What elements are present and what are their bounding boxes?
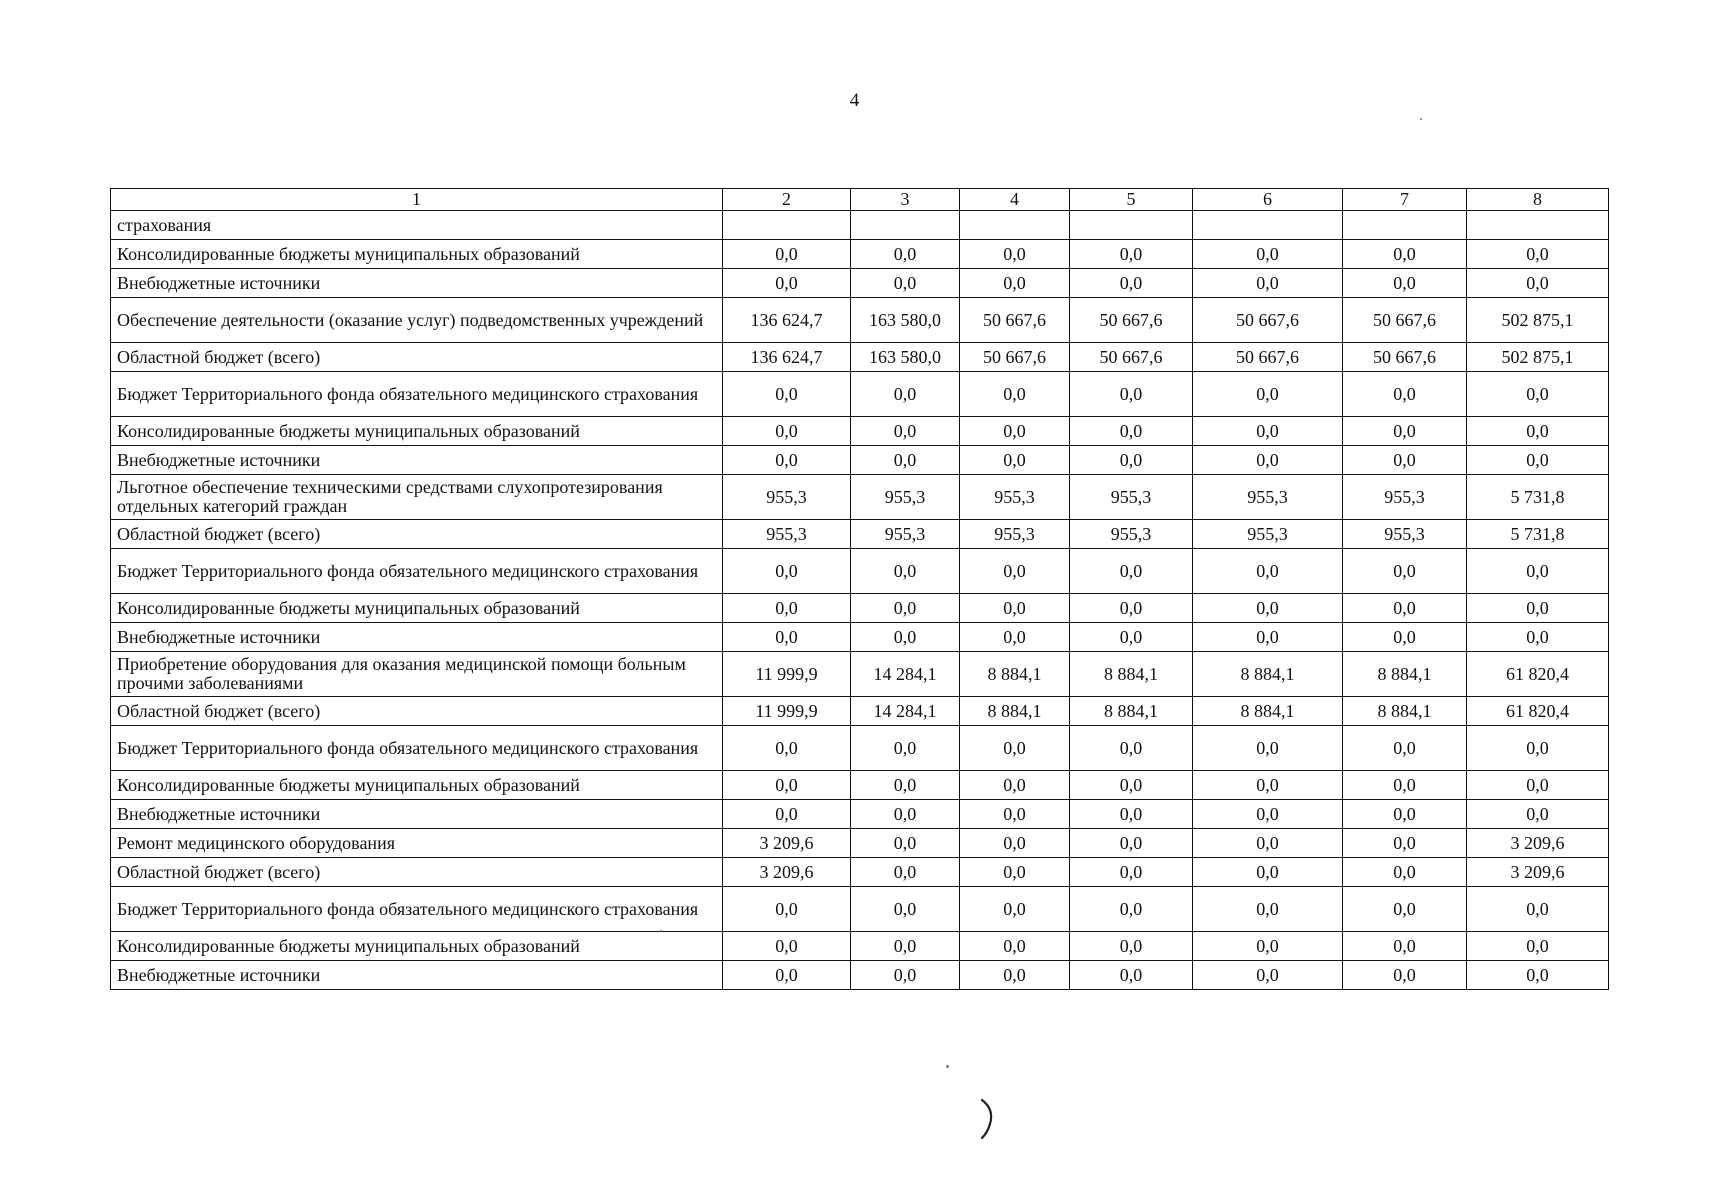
value-cell-col-5: 8 884,1 [1070, 652, 1193, 697]
table-row [111, 475, 1609, 520]
value-cell-col-4: 0,0 [960, 961, 1070, 990]
value-cell-col-2: 11 999,9 [723, 652, 851, 697]
value-cell-col-5: 0,0 [1070, 269, 1193, 298]
value-cell-col-4: 0,0 [960, 726, 1070, 771]
value-cell-col-6: 0,0 [1193, 887, 1343, 932]
value-cell-col-5: 0,0 [1070, 240, 1193, 269]
value-cell-col-6: 0,0 [1193, 549, 1343, 594]
value-cell-col-8: 0,0 [1467, 961, 1609, 990]
table-row [111, 549, 1609, 594]
value-cell-col-4: 0,0 [960, 240, 1070, 269]
table-row [111, 372, 1609, 417]
row-label: Областной бюджет (всего) [111, 858, 723, 887]
table-row [111, 771, 1609, 800]
value-cell-col-3: 0,0 [851, 417, 960, 446]
value-cell-col-4: 0,0 [960, 446, 1070, 475]
budget-table [110, 188, 1609, 990]
value-cell-col-8: 0,0 [1467, 887, 1609, 932]
value-cell-col-7: 0,0 [1343, 961, 1467, 990]
table-row [111, 697, 1609, 726]
column-number-row [111, 189, 1609, 211]
value-cell-col-7: 0,0 [1343, 549, 1467, 594]
value-cell-col-2: 0,0 [723, 961, 851, 990]
row-label: Областной бюджет (всего) [111, 520, 723, 549]
value-cell-col-3: 0,0 [851, 549, 960, 594]
value-cell-col-4: 0,0 [960, 829, 1070, 858]
value-cell-col-6: 0,0 [1193, 858, 1343, 887]
value-cell-col-3 [851, 211, 960, 240]
value-cell-col-4: 0,0 [960, 887, 1070, 932]
value-cell-col-6: 0,0 [1193, 932, 1343, 961]
value-cell-col-5: 955,3 [1070, 475, 1193, 520]
value-cell-col-6: 0,0 [1193, 417, 1343, 446]
value-cell-col-6: 955,3 [1193, 520, 1343, 549]
row-label: Консолидированные бюджеты муниципальных образований [111, 771, 723, 800]
value-cell-col-2: 0,0 [723, 549, 851, 594]
value-cell-col-7: 0,0 [1343, 771, 1467, 800]
value-cell-col-7: 955,3 [1343, 475, 1467, 520]
value-cell-col-7: 0,0 [1343, 829, 1467, 858]
value-cell-col-5: 0,0 [1070, 549, 1193, 594]
table-row [111, 520, 1609, 549]
value-cell-col-5: 0,0 [1070, 800, 1193, 829]
row-label: страхования [111, 211, 723, 240]
value-cell-col-8: 0,0 [1467, 800, 1609, 829]
value-cell-col-4: 955,3 [960, 475, 1070, 520]
value-cell-col-7: 0,0 [1343, 269, 1467, 298]
value-cell-col-3: 0,0 [851, 269, 960, 298]
value-cell-col-3: 0,0 [851, 446, 960, 475]
value-cell-col-2 [723, 211, 851, 240]
value-cell-col-3: 14 284,1 [851, 697, 960, 726]
value-cell-col-4: 0,0 [960, 549, 1070, 594]
value-cell-col-2: 0,0 [723, 623, 851, 652]
page-number: 4 [849, 90, 860, 111]
value-cell-col-3: 0,0 [851, 726, 960, 771]
value-cell-col-2: 136 624,7 [723, 343, 851, 372]
value-cell-col-5: 0,0 [1070, 417, 1193, 446]
value-cell-col-6: 0,0 [1193, 623, 1343, 652]
row-label: Консолидированные бюджеты муниципальных образований [111, 594, 723, 623]
value-cell-col-3: 955,3 [851, 475, 960, 520]
value-cell-col-8: 502 875,1 [1467, 343, 1609, 372]
value-cell-col-5: 0,0 [1070, 858, 1193, 887]
column-header-4: 4 [960, 189, 1070, 211]
value-cell-col-8: 3 209,6 [1467, 858, 1609, 887]
table-row [111, 829, 1609, 858]
value-cell-col-7: 0,0 [1343, 594, 1467, 623]
table-row [111, 269, 1609, 298]
column-header-1: 1 [111, 189, 723, 211]
value-cell-col-8 [1467, 211, 1609, 240]
column-header-5: 5 [1070, 189, 1193, 211]
value-cell-col-3: 0,0 [851, 887, 960, 932]
value-cell-col-5: 50 667,6 [1070, 298, 1193, 343]
value-cell-col-7: 50 667,6 [1343, 343, 1467, 372]
value-cell-col-6: 0,0 [1193, 829, 1343, 858]
value-cell-col-8: 0,0 [1467, 726, 1609, 771]
value-cell-col-4: 0,0 [960, 800, 1070, 829]
value-cell-col-6: 0,0 [1193, 594, 1343, 623]
value-cell-col-5: 0,0 [1070, 372, 1193, 417]
scan-speck [946, 1065, 949, 1068]
value-cell-col-4: 50 667,6 [960, 298, 1070, 343]
value-cell-col-7: 0,0 [1343, 372, 1467, 417]
value-cell-col-7: 0,0 [1343, 858, 1467, 887]
table-row [111, 343, 1609, 372]
value-cell-col-4: 0,0 [960, 858, 1070, 887]
table-row [111, 417, 1609, 446]
value-cell-col-7 [1343, 211, 1467, 240]
row-label: Бюджет Территориального фонда обязательного медицинского страхования [111, 372, 723, 417]
value-cell-col-4: 50 667,6 [960, 343, 1070, 372]
value-cell-col-2: 955,3 [723, 520, 851, 549]
value-cell-col-5: 0,0 [1070, 887, 1193, 932]
value-cell-col-3: 0,0 [851, 961, 960, 990]
value-cell-col-3: 955,3 [851, 520, 960, 549]
value-cell-col-5: 0,0 [1070, 771, 1193, 800]
row-label: Бюджет Территориального фонда обязательного медицинского страхования [111, 887, 723, 932]
table-row [111, 623, 1609, 652]
value-cell-col-4 [960, 211, 1070, 240]
value-cell-col-4: 8 884,1 [960, 652, 1070, 697]
row-label: Обеспечение деятельности (оказание услуг) подведомственных учреждений [111, 298, 723, 343]
handwritten-mark [978, 1098, 998, 1140]
value-cell-col-8: 5 731,8 [1467, 520, 1609, 549]
row-label: Внебюджетные источники [111, 446, 723, 475]
value-cell-col-2: 0,0 [723, 417, 851, 446]
value-cell-col-2: 0,0 [723, 372, 851, 417]
table-row [111, 932, 1609, 961]
row-label: Внебюджетные источники [111, 961, 723, 990]
value-cell-col-6: 955,3 [1193, 475, 1343, 520]
value-cell-col-2: 0,0 [723, 771, 851, 800]
value-cell-col-3: 0,0 [851, 858, 960, 887]
table-row [111, 211, 1609, 240]
value-cell-col-3: 0,0 [851, 771, 960, 800]
value-cell-col-7: 0,0 [1343, 240, 1467, 269]
value-cell-col-2: 0,0 [723, 446, 851, 475]
table-row [111, 800, 1609, 829]
value-cell-col-2: 0,0 [723, 269, 851, 298]
value-cell-col-7: 50 667,6 [1343, 298, 1467, 343]
value-cell-col-6: 0,0 [1193, 269, 1343, 298]
value-cell-col-8: 0,0 [1467, 771, 1609, 800]
column-header-3: 3 [851, 189, 960, 211]
table-row [111, 298, 1609, 343]
value-cell-col-8: 61 820,4 [1467, 652, 1609, 697]
value-cell-col-3: 0,0 [851, 623, 960, 652]
value-cell-col-4: 8 884,1 [960, 697, 1070, 726]
value-cell-col-2: 3 209,6 [723, 858, 851, 887]
value-cell-col-8: 0,0 [1467, 594, 1609, 623]
scan-speck [660, 930, 662, 932]
table-row [111, 652, 1609, 697]
table-row [111, 961, 1609, 990]
value-cell-col-6: 0,0 [1193, 372, 1343, 417]
value-cell-col-4: 0,0 [960, 372, 1070, 417]
value-cell-col-2: 0,0 [723, 726, 851, 771]
budget-table-body [111, 189, 1609, 990]
value-cell-col-3: 0,0 [851, 800, 960, 829]
value-cell-col-6: 0,0 [1193, 726, 1343, 771]
row-label: Консолидированные бюджеты муниципальных образований [111, 417, 723, 446]
table-row [111, 594, 1609, 623]
value-cell-col-8: 0,0 [1467, 240, 1609, 269]
value-cell-col-6: 0,0 [1193, 800, 1343, 829]
value-cell-col-5: 0,0 [1070, 932, 1193, 961]
value-cell-col-5: 0,0 [1070, 623, 1193, 652]
value-cell-col-3: 0,0 [851, 829, 960, 858]
value-cell-col-7: 0,0 [1343, 800, 1467, 829]
value-cell-col-7: 8 884,1 [1343, 697, 1467, 726]
row-label: Приобретение оборудования для оказания медицинской помощи больным прочими заболеваниями [111, 652, 723, 697]
value-cell-col-7: 0,0 [1343, 417, 1467, 446]
column-header-6: 6 [1193, 189, 1343, 211]
value-cell-col-6: 0,0 [1193, 961, 1343, 990]
value-cell-col-7: 0,0 [1343, 726, 1467, 771]
value-cell-col-6: 8 884,1 [1193, 697, 1343, 726]
value-cell-col-8: 61 820,4 [1467, 697, 1609, 726]
value-cell-col-3: 14 284,1 [851, 652, 960, 697]
value-cell-col-4: 0,0 [960, 623, 1070, 652]
value-cell-col-2: 0,0 [723, 594, 851, 623]
value-cell-col-3: 0,0 [851, 594, 960, 623]
value-cell-col-8: 3 209,6 [1467, 829, 1609, 858]
value-cell-col-2: 955,3 [723, 475, 851, 520]
value-cell-col-5: 8 884,1 [1070, 697, 1193, 726]
value-cell-col-7: 0,0 [1343, 623, 1467, 652]
value-cell-col-8: 0,0 [1467, 269, 1609, 298]
value-cell-col-2: 11 999,9 [723, 697, 851, 726]
column-header-2: 2 [723, 189, 851, 211]
value-cell-col-5: 0,0 [1070, 594, 1193, 623]
row-label: Консолидированные бюджеты муниципальных образований [111, 240, 723, 269]
value-cell-col-8: 0,0 [1467, 932, 1609, 961]
value-cell-col-4: 0,0 [960, 269, 1070, 298]
row-label: Внебюджетные источники [111, 623, 723, 652]
value-cell-col-2: 3 209,6 [723, 829, 851, 858]
value-cell-col-5: 50 667,6 [1070, 343, 1193, 372]
value-cell-col-6: 50 667,6 [1193, 343, 1343, 372]
scan-speck [1420, 118, 1422, 120]
value-cell-col-5: 0,0 [1070, 446, 1193, 475]
value-cell-col-6: 8 884,1 [1193, 652, 1343, 697]
row-label: Льготное обеспечение техническими средствами слухопротезирования отдельных категорий граждан [111, 475, 723, 520]
value-cell-col-7: 8 884,1 [1343, 652, 1467, 697]
row-label: Внебюджетные источники [111, 800, 723, 829]
value-cell-col-2: 0,0 [723, 800, 851, 829]
row-label: Областной бюджет (всего) [111, 697, 723, 726]
value-cell-col-6: 0,0 [1193, 771, 1343, 800]
value-cell-col-3: 0,0 [851, 240, 960, 269]
table-row [111, 446, 1609, 475]
value-cell-col-5: 0,0 [1070, 726, 1193, 771]
value-cell-col-4: 0,0 [960, 932, 1070, 961]
value-cell-col-8: 5 731,8 [1467, 475, 1609, 520]
table-row [111, 726, 1609, 771]
value-cell-col-7: 0,0 [1343, 932, 1467, 961]
value-cell-col-4: 955,3 [960, 520, 1070, 549]
value-cell-col-6: 0,0 [1193, 240, 1343, 269]
value-cell-col-8: 0,0 [1467, 446, 1609, 475]
value-cell-col-4: 0,0 [960, 417, 1070, 446]
table-row [111, 240, 1609, 269]
row-label: Ремонт медицинского оборудования [111, 829, 723, 858]
value-cell-col-3: 163 580,0 [851, 298, 960, 343]
value-cell-col-3: 0,0 [851, 372, 960, 417]
value-cell-col-2: 0,0 [723, 932, 851, 961]
value-cell-col-4: 0,0 [960, 594, 1070, 623]
value-cell-col-3: 0,0 [851, 932, 960, 961]
value-cell-col-2: 136 624,7 [723, 298, 851, 343]
value-cell-col-8: 0,0 [1467, 623, 1609, 652]
value-cell-col-5 [1070, 211, 1193, 240]
value-cell-col-4: 0,0 [960, 771, 1070, 800]
value-cell-col-6: 50 667,6 [1193, 298, 1343, 343]
budget-table-container [110, 188, 1608, 990]
row-label: Областной бюджет (всего) [111, 343, 723, 372]
value-cell-col-2: 0,0 [723, 240, 851, 269]
row-label: Бюджет Территориального фонда обязательного медицинского страхования [111, 549, 723, 594]
value-cell-col-3: 163 580,0 [851, 343, 960, 372]
value-cell-col-2: 0,0 [723, 887, 851, 932]
table-row [111, 858, 1609, 887]
value-cell-col-8: 0,0 [1467, 417, 1609, 446]
value-cell-col-5: 955,3 [1070, 520, 1193, 549]
value-cell-col-6: 0,0 [1193, 446, 1343, 475]
column-header-8: 8 [1467, 189, 1609, 211]
table-row [111, 887, 1609, 932]
value-cell-col-5: 0,0 [1070, 829, 1193, 858]
value-cell-col-7: 955,3 [1343, 520, 1467, 549]
value-cell-col-8: 0,0 [1467, 372, 1609, 417]
row-label: Бюджет Территориального фонда обязательного медицинского страхования [111, 726, 723, 771]
value-cell-col-7: 0,0 [1343, 446, 1467, 475]
column-header-7: 7 [1343, 189, 1467, 211]
value-cell-col-8: 0,0 [1467, 549, 1609, 594]
row-label: Внебюджетные источники [111, 269, 723, 298]
value-cell-col-7: 0,0 [1343, 887, 1467, 932]
value-cell-col-8: 502 875,1 [1467, 298, 1609, 343]
value-cell-col-5: 0,0 [1070, 961, 1193, 990]
row-label: Консолидированные бюджеты муниципальных образований [111, 932, 723, 961]
value-cell-col-6 [1193, 211, 1343, 240]
